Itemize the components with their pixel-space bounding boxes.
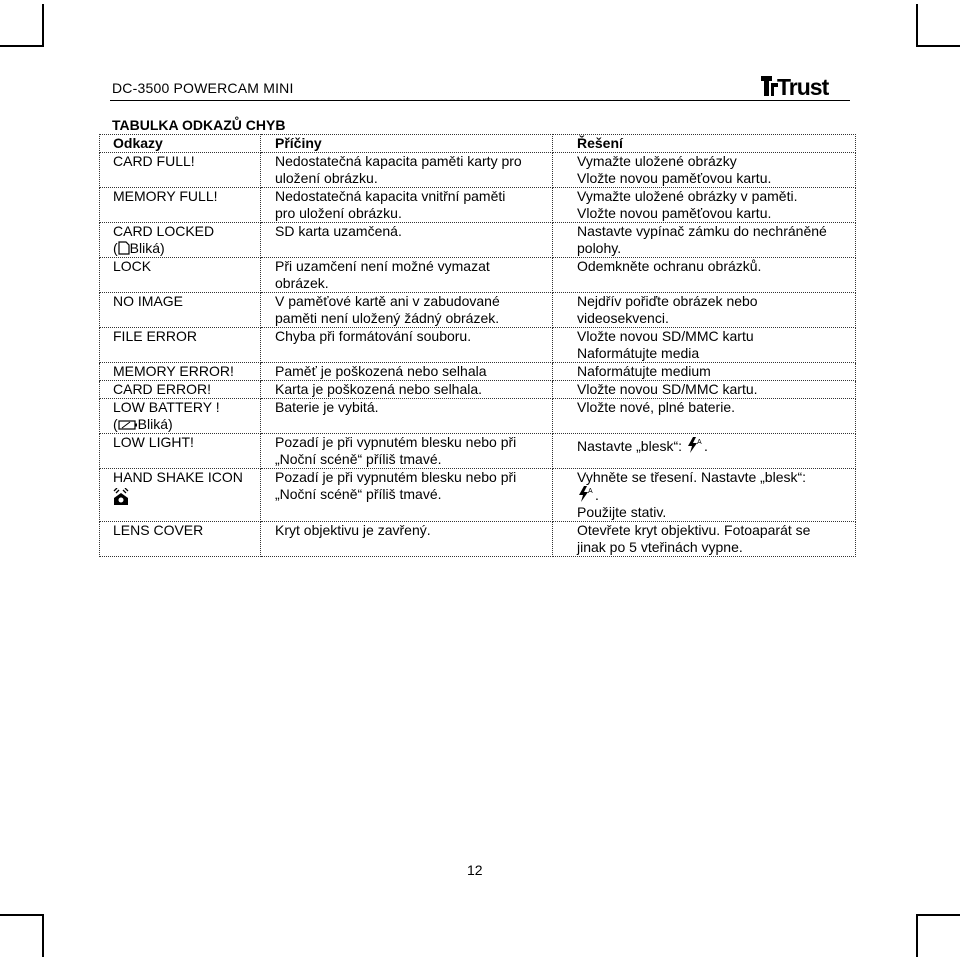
table-row: [100, 328, 856, 363]
solution-cell: Vymažte uložené obrázky v paměti. Vložte novou paměťovou kartu.: [553, 188, 856, 223]
ref-cell: LENS COVER: [100, 522, 261, 557]
cause-cell: V paměťové kartě ani v zabudované paměti není uložený žádný obrázek.: [261, 293, 553, 328]
ref-label: HAND SHAKE ICON: [113, 469, 243, 485]
solution-text-end: . Použijte stativ.: [577, 487, 667, 520]
table-row: [100, 363, 856, 381]
solution-cell: Otevřete kryt objektivu. Fotoaparát se jinak po 5 vteřinách vypne.: [553, 522, 856, 557]
svg-text:Trust: Trust: [777, 74, 829, 99]
crop-mark-bottom-right-v: [916, 914, 918, 957]
column-header-references: Odkazy: [100, 135, 261, 153]
cause-cell: Pozadí je při vypnutém blesku nebo při „Noční scéně“ příliš tmavé.: [261, 469, 553, 522]
crop-mark-bottom-left-h: [0, 914, 44, 916]
ref-cell: LOCK: [100, 258, 261, 293]
solution-cell: Naformátujte medium: [553, 363, 856, 381]
crop-mark-top-right-h: [916, 45, 960, 47]
table-header-row: [100, 135, 856, 153]
battery-icon: [118, 419, 138, 431]
blink-note: Bliká): [137, 416, 173, 432]
column-header-solutions: Řešení: [553, 135, 856, 153]
cause-cell: Pozadí je při vypnutém blesku nebo při „Noční scéně“ příliš tmavé.: [261, 434, 553, 469]
cause-cell: Baterie je vybitá.: [261, 399, 553, 434]
column-header-causes: Příčiny: [261, 135, 553, 153]
solution-cell: Vložte nové, plné baterie.: [553, 399, 856, 434]
cause-cell: Nedostatečná kapacita paměti karty pro uložení obrázku.: [261, 153, 553, 188]
document-title: DC-3500 POWERCAM MINI: [112, 80, 294, 96]
solution-cell: Odemkněte ochranu obrázků.: [553, 258, 856, 293]
solution-cell: [553, 469, 856, 522]
cause-cell: Kryt objektivu je zavřený.: [261, 522, 553, 557]
crop-mark-top-left-h: [0, 45, 44, 47]
error-reference-table: [99, 134, 856, 557]
ref-cell: LOW BATTERY ! ( Bliká): [100, 399, 261, 434]
cause-cell: Paměť je poškozená nebo selhala: [261, 363, 553, 381]
crop-mark-bottom-right-h: [916, 914, 960, 916]
table-row: [100, 469, 856, 522]
svg-text:A: A: [588, 488, 593, 495]
solution-cell: Vložte novou SD/MMC kartu.: [553, 381, 856, 399]
header-rule: [110, 100, 850, 101]
table-row: [100, 188, 856, 223]
solution-cell: [553, 434, 856, 469]
cause-cell: Chyba při formátování souboru.: [261, 328, 553, 363]
solution-text-end: .: [703, 438, 708, 454]
ref-cell: CARD LOCKED ( Bliká): [100, 223, 261, 258]
locked-card-icon: [118, 241, 130, 255]
table-title: TABULKA ODKAZŮ CHYB: [112, 117, 286, 133]
table-row: [100, 381, 856, 399]
solution-text: Vyhněte se třesení. Nastavte „blesk“:: [577, 469, 807, 485]
ref-cell: MEMORY ERROR!: [100, 363, 261, 381]
cause-cell: Při uzamčení není možné vymazat obrázek.: [261, 258, 553, 293]
ref-label: CARD LOCKED: [113, 223, 215, 239]
blink-note: Bliká): [129, 240, 165, 256]
hand-shake-icon: [113, 488, 129, 506]
solution-cell: Nastavte vypínač zámku do nechráněné polohy.: [553, 223, 856, 258]
table-row: [100, 434, 856, 469]
crop-mark-top-right-v: [916, 4, 918, 47]
solution-cell: Vymažte uložené obrázky Vložte novou paměťovou kartu.: [553, 153, 856, 188]
ref-cell: [100, 469, 261, 522]
ref-label: LOW BATTERY !: [113, 399, 220, 415]
table-row: [100, 153, 856, 188]
solution-text: Nastavte „blesk“:: [577, 438, 686, 454]
crop-mark-bottom-left-v: [42, 914, 44, 957]
flash-auto-icon: [577, 486, 595, 502]
table-row: [100, 399, 856, 434]
page-number: 12: [467, 862, 483, 878]
cause-cell: Nedostatečná kapacita vnitřní paměti pro uložení obrázku.: [261, 188, 553, 223]
ref-cell: CARD ERROR!: [100, 381, 261, 399]
crop-mark-top-left-v: [42, 4, 44, 47]
trust-logo: [758, 73, 848, 99]
flash-auto-icon: [686, 437, 704, 453]
ref-cell: FILE ERROR: [100, 328, 261, 363]
table-row: [100, 293, 856, 328]
table-row: [100, 258, 856, 293]
ref-cell: MEMORY FULL!: [100, 188, 261, 223]
ref-cell: LOW LIGHT!: [100, 434, 261, 469]
table-row: [100, 223, 856, 258]
cause-cell: SD karta uzamčená.: [261, 223, 553, 258]
solution-cell: Vložte novou SD/MMC kartu Naformátujte media: [553, 328, 856, 363]
svg-text:A: A: [696, 439, 702, 446]
cause-cell: Karta je poškozená nebo selhala.: [261, 381, 553, 399]
solution-cell: Nejdřív pořiďte obrázek nebo videosekvenci.: [553, 293, 856, 328]
ref-cell: NO IMAGE: [100, 293, 261, 328]
ref-cell: CARD FULL!: [100, 153, 261, 188]
table-row: [100, 522, 856, 557]
